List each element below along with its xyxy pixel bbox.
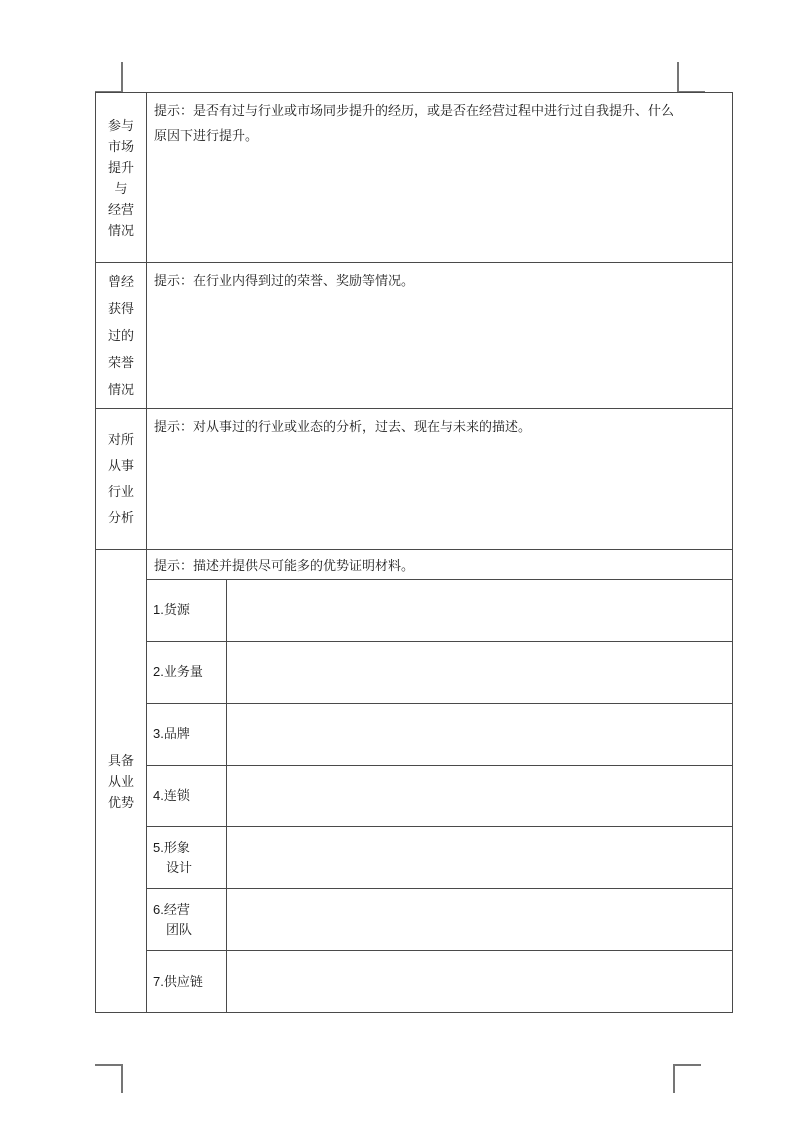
row-label-supply-source [147, 580, 227, 641]
header-line: 情况 [107, 382, 134, 397]
header-line: 情况 [107, 222, 134, 238]
header-line: 经营 [107, 201, 134, 217]
hint-text-advantages [147, 550, 732, 580]
section-market-improvement [96, 93, 732, 262]
table-row-chain [147, 765, 732, 827]
label-line: 7.供应链 [153, 973, 203, 989]
input-cell-brand[interactable] [227, 704, 732, 765]
header-line: 荣誉 [107, 355, 134, 370]
input-cell-business-volume[interactable] [227, 642, 732, 703]
hint-line: 原因下进行提升。 [154, 128, 259, 143]
label-line: 5.形象 [153, 839, 190, 855]
header-line: 曾经 [107, 274, 134, 289]
row-label-business-volume [147, 642, 227, 703]
header-line: 参与 [107, 117, 134, 133]
hint-text-honors [147, 263, 732, 293]
section-header-market-improvement [96, 93, 147, 262]
header-line: 过的 [107, 328, 134, 343]
input-cell-supply-source[interactable] [227, 580, 732, 641]
header-line: 优势 [107, 794, 134, 810]
section-advantages [96, 549, 732, 1012]
row-label-image-design [147, 827, 227, 888]
label-line: 团队 [166, 921, 193, 937]
table-row-business-volume [147, 641, 732, 703]
hint-line: 提示：在行业内得到过的荣誉、奖励等情况。 [154, 273, 415, 288]
table-row-brand [147, 703, 732, 765]
header-line: 行业 [107, 484, 134, 499]
table-row-image-design [147, 826, 732, 888]
section-honors [96, 262, 732, 408]
header-line: 从业 [107, 773, 134, 789]
hint-text-market-improvement [147, 93, 732, 148]
input-cell-image-design[interactable] [227, 827, 732, 888]
input-cell-management-team[interactable] [227, 889, 732, 950]
header-line: 提升 [107, 159, 134, 175]
row-label-chain [147, 766, 227, 827]
section-header-advantages [96, 550, 147, 1012]
label-line: 6.经营 [153, 901, 190, 917]
crop-mark-top-left-icon [95, 62, 123, 93]
label-line: 2.业务量 [153, 664, 203, 680]
header-line: 与 [114, 180, 128, 196]
input-cell-chain[interactable] [227, 766, 732, 827]
table-row-management-team [147, 888, 732, 950]
row-label-management-team [147, 889, 227, 950]
crop-mark-bottom-left-icon [95, 1064, 123, 1093]
input-cell-supply-chain[interactable] [227, 951, 732, 1012]
crop-mark-bottom-right-icon [673, 1064, 701, 1093]
label-line: 设计 [166, 859, 193, 875]
crop-mark-top-right-icon [677, 62, 705, 93]
section-header-industry-analysis [96, 409, 147, 549]
section-header-honors [96, 263, 147, 408]
header-line: 市场 [107, 138, 134, 154]
label-line: 1.货源 [153, 602, 190, 618]
section-industry-analysis [96, 408, 732, 549]
label-line: 4.连锁 [153, 788, 190, 803]
input-cell-market-improvement[interactable] [147, 93, 732, 262]
header-line: 获得 [107, 301, 134, 316]
label-line: 3.品牌 [153, 726, 190, 742]
hint-line: 提示：是否有过与行业或市场同步提升的经历，或是否在经营过程中进行过自我提升、什么 [154, 103, 675, 118]
hint-line: 提示：描述并提供尽可能多的优势证明材料。 [154, 558, 415, 573]
table-row-supply-source [147, 580, 732, 641]
header-line: 对所 [107, 432, 134, 447]
table-row-supply-chain [147, 950, 732, 1012]
advantage-form-table [95, 92, 733, 1013]
hint-text-industry-analysis [147, 409, 732, 439]
hint-line: 提示：对从事过的行业或业态的分析，过去、现在与未来的描述。 [154, 419, 532, 434]
input-cell-honors[interactable] [147, 263, 732, 408]
header-line: 具备 [107, 752, 134, 768]
row-label-supply-chain [147, 951, 227, 1012]
header-line: 从事 [107, 458, 134, 473]
advantages-subtable [147, 550, 732, 1012]
header-line: 分析 [107, 510, 134, 525]
row-label-brand [147, 704, 227, 765]
input-cell-industry-analysis[interactable] [147, 409, 732, 549]
